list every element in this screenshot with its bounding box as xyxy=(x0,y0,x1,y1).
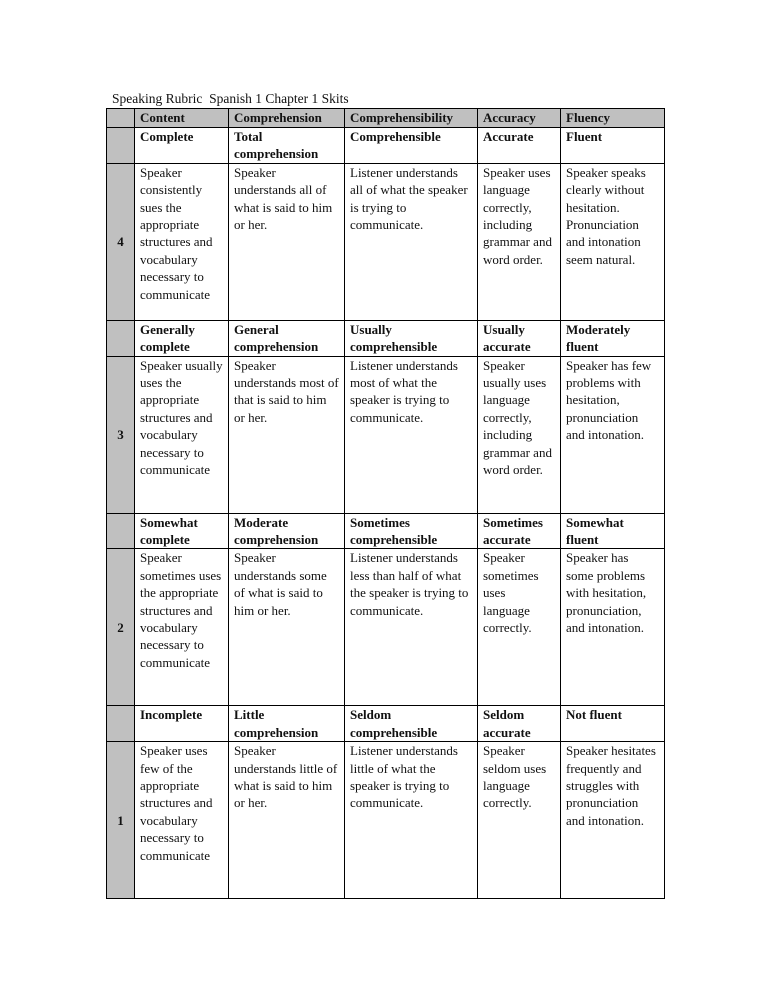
level-description: Speaker uses few of the appropriate structures and vocabulary necessary to communicate xyxy=(135,742,229,899)
level-description: Speaker sometimes uses the appropriate structures and vocabulary necessary to communicate xyxy=(135,549,229,706)
level-description: Speaker sometimes uses language correctly. xyxy=(478,549,561,706)
level-label: Sometimes accurate xyxy=(478,513,561,549)
level-description: Speaker understands all of what is said to him or her. xyxy=(229,163,345,320)
level-label: Accurate xyxy=(478,128,561,164)
level-4-score: 4 xyxy=(107,163,135,320)
level-2-score-top xyxy=(107,513,135,549)
level-description: Speaker speaks clearly without hesitation. Pronunciation and intonation seem natural. xyxy=(561,163,665,320)
level-label: Fluent xyxy=(561,128,665,164)
level-description: Listener understands most of what the speaker is trying to communicate. xyxy=(345,356,478,513)
level-3-score: 3 xyxy=(107,356,135,513)
level-label: Sometimes comprehensible xyxy=(345,513,478,549)
level-3-label-row xyxy=(107,320,665,356)
level-1-label-row xyxy=(107,706,665,742)
level-label: Seldom accurate xyxy=(478,706,561,742)
level-label: Generally complete xyxy=(135,320,229,356)
level-label: Incomplete xyxy=(135,706,229,742)
level-description: Speaker consistently sues the appropriate structures and vocabulary necessary to communicate xyxy=(135,163,229,320)
level-2-description-row xyxy=(107,549,665,706)
level-label: Total comprehension xyxy=(229,128,345,164)
level-label: Usually comprehensible xyxy=(345,320,478,356)
header-comprehension: Comprehension xyxy=(229,109,345,128)
document-title: Speaking Rubric Spanish 1 Chapter 1 Skits xyxy=(112,91,349,106)
header-row xyxy=(107,109,665,128)
level-description: Listener understands all of what the speaker is trying to communicate. xyxy=(345,163,478,320)
level-label: Usually accurate xyxy=(478,320,561,356)
level-1-score-top xyxy=(107,706,135,742)
level-description: Speaker seldom uses language correctly. xyxy=(478,742,561,899)
level-label: Moderately fluent xyxy=(561,320,665,356)
level-label: Complete xyxy=(135,128,229,164)
level-1-description-row xyxy=(107,742,665,899)
level-label: Seldom comprehensible xyxy=(345,706,478,742)
rubric-table xyxy=(106,108,665,899)
level-label: Somewhat fluent xyxy=(561,513,665,549)
level-description: Listener understands less than half of what the speaker is trying to communicate. xyxy=(345,549,478,706)
level-label: Moderate comprehension xyxy=(229,513,345,549)
level-description: Speaker usually uses the appropriate structures and vocabulary necessary to communicate xyxy=(135,356,229,513)
level-description: Speaker uses language correctly, including grammar and word order. xyxy=(478,163,561,320)
level-description: Speaker has few problems with hesitation, pronunciation and intonation. xyxy=(561,356,665,513)
level-4-score-top xyxy=(107,128,135,164)
level-description: Listener understands little of what the speaker is trying to communicate. xyxy=(345,742,478,899)
level-description: Speaker usually uses language correctly, including grammar and word order. xyxy=(478,356,561,513)
header-fluency: Fluency xyxy=(561,109,665,128)
level-label: Little comprehension xyxy=(229,706,345,742)
level-description: Speaker hesitates frequently and struggles with pronunciation and intonation. xyxy=(561,742,665,899)
level-4-description-row xyxy=(107,163,665,320)
header-comprehensibility: Comprehensibility xyxy=(345,109,478,128)
level-description: Speaker understands little of what is said to him or her. xyxy=(229,742,345,899)
level-3-description-row xyxy=(107,356,665,513)
header-accuracy: Accuracy xyxy=(478,109,561,128)
level-label: General comprehension xyxy=(229,320,345,356)
level-description: Speaker understands most of that is said to him or her. xyxy=(229,356,345,513)
level-3-score-top xyxy=(107,320,135,356)
level-2-score: 2 xyxy=(107,549,135,706)
level-label: Somewhat complete xyxy=(135,513,229,549)
level-label: Comprehensible xyxy=(345,128,478,164)
header-content: Content xyxy=(135,109,229,128)
header-score-spacer xyxy=(107,109,135,128)
level-2-label-row xyxy=(107,513,665,549)
level-4-label-row xyxy=(107,128,665,164)
level-label: Not fluent xyxy=(561,706,665,742)
level-description: Speaker understands some of what is said to him or her. xyxy=(229,549,345,706)
level-1-score: 1 xyxy=(107,742,135,899)
level-description: Speaker has some problems with hesitation, pronunciation, and intonation. xyxy=(561,549,665,706)
